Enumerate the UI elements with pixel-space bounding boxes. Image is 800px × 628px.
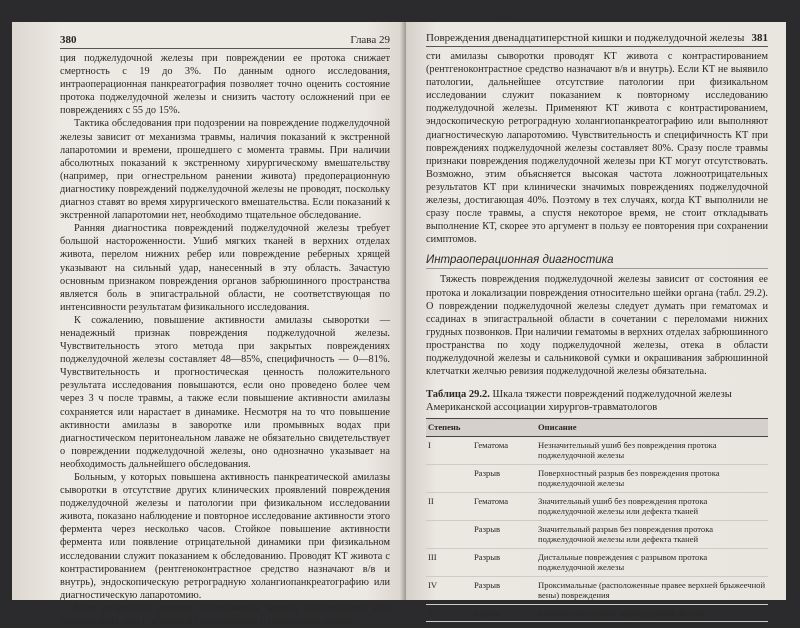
table-caption-text: Шкала тяжести повреждений поджелудочной железы Американской ассоциации хирургов-травматологов	[426, 389, 732, 414]
table-cell-grade	[426, 464, 472, 492]
table-header-type	[472, 419, 536, 437]
table-cell-grade: I	[426, 436, 472, 464]
left-paragraph-2: Тактика обследования при подозрении на повреждение поджелудочной железы зависит от механизма травмы, наличия показаний к экстренной лапаротомии и времени, прошедшего с момента травмы. При наличии абсолютных показаний к экстренному хирургическому вмешательству (например, при огнестрельном ранении живота) предоперационную диагностику повреждений поджелудочной железы не проводят, поскольку диагноз ставят во время хирургического вмешательства. Если показаний к экстренной лапаротомии нет, необходимо тщательное обследование.	[60, 118, 390, 222]
table-cell-grade	[426, 520, 472, 548]
table-cell-description: Незначительный ушиб без повреждения протока поджелудочной железы	[536, 436, 768, 464]
table-cell-description: Размозжение головки поджелудочной железы	[536, 604, 768, 622]
table-cell-grade: IV	[426, 576, 472, 604]
table-row	[426, 464, 768, 492]
left-paragraph-1: ция поджелудочной железы при повреждении ее протока снижает смертность с 19 до 3%. По данным одного исследования, интраоперационная панкреатография позволяет точно оценить состояние протока поджелудочной железы и снизить частоту осложнений при ее повреждениях с 55 до 15%.	[60, 53, 390, 117]
table-row	[426, 492, 768, 520]
table-cell-description: Дистальные повреждения с разрывом протока поджелудочной железы	[536, 548, 768, 576]
right-page	[406, 22, 786, 618]
left-paragraph-5: Больным, у которых повышена активность панкреатической амилазы сыворотки в отсутствие других клинических проявлений повреждения поджелудочной железы и патологии при физикальном исследовании живота, показано наблюдение и повторное исследование активности этого фермента через несколько часов. Стойкое повышение активности фермента или появление отрицательной динамики при физикальном исследовании служит показанием к обследованию. Проводят КТ живота с контрастированием (рентгеноконтрастное средство назначают в/в и внутрь), эндоскопическую ретроградную холангиопанкреатографию или диагностическую лапаротомию.	[60, 472, 390, 601]
table-row	[426, 436, 768, 464]
table-cell-type: Разрыв	[472, 576, 536, 604]
table-row	[426, 576, 768, 604]
table-row	[426, 520, 768, 548]
table-row	[426, 604, 768, 622]
table-cell-type: Гематома	[472, 492, 536, 520]
table-cell-description: Значительный разрыв без повреждения протока поджелудочной железы или дефекта тканей	[536, 520, 768, 548]
table-cell-description: Значительный ушиб без повреждения протока поджелудочной железы или дефекта тканей	[536, 492, 768, 520]
severity-table	[426, 418, 768, 622]
table-cell-description: Поверхностный разрыв без повреждения протока поджелудочной железы	[536, 464, 768, 492]
left-paragraph-6: Если результаты первого исследования живота неоднозначны или сомнительны, при стабильной гемодинамике и повышении активно-	[60, 602, 390, 628]
table-cell-type: Разрыв	[472, 464, 536, 492]
section-paragraph-1: Тяжесть повреждения поджелудочной железы зависит от состояния ее протока и локализации повреждения относительно шейки органа (табл. 29.2). О повреждении поджелудочной железы следует думать при гематомах и ссадинах в эпигастральной области в сочетании с переломами нижних грудных позвонков. При наличии гематомы в верхних отделах забрюшинного пространства по ходу поджелудочной железы, отека в области поджелудочной железы и сальниковой сумки и окрашивания забрюшинной клетчатки желчью ревизия поджелудочной железы обязательна.	[426, 274, 768, 378]
table-caption-label: Таблица 29.2.	[426, 389, 490, 401]
table-row	[426, 548, 768, 576]
table-header-row	[426, 419, 768, 437]
left-page	[12, 22, 406, 628]
right-running-head	[426, 32, 768, 47]
table-cell-type: Разрыв	[472, 548, 536, 576]
left-paragraph-4: К сожалению, повышение активности амилазы сыворотки — ненадежный признак повреждения поджелудочной железы. Чувствительность этого метода при закрытых повреждениях поджелудочной железы составляет 48—85%, специфичность — 0—81%. Чувствительность и прогностическая ценность положительного результата исследования повышаются, если оно проведено более чем через 3 ч после травмы, а также если повышение активности амилазы сохраняется или нарастает в динамике. Несмотря на то что повышение активности амилазы в заворотке или промывных водах при диагностическом перитонеальном лаваже не обязательно свидетельствует о повреждении поджелудочной железы, оно однозначно указывает на необходимость дальнейшего обследования.	[60, 314, 390, 470]
left-running-head	[60, 34, 390, 49]
left-page-number: 380	[60, 34, 77, 46]
table-cell-grade: II	[426, 492, 472, 520]
table-cell-grade: V	[426, 604, 472, 622]
table-header-grade: Степень	[426, 419, 472, 437]
right-paragraph-1: сти амилазы сыворотки проводят КТ живота с контрастированием (рентгеноконтрастное средство назначают в/в и внутрь). Если КТ не выявило патологии, дальнейшее отсутствие патологии при физикальном исследовании служит показанием к повторному исследованию поджелудочной железы. Применяют КТ живота с контрастированием, эндоскопическую ретроградную холангиопанкреатографию или выполняют диагностическую лапаротомию. Чувствительность и специфичность КТ при повреждениях поджелудочной железы составляет 80%. Сразу после травмы признаки повреждения поджелудочной железы при КТ могут отсутствовать. Возможно, этим объясняется высокая частота ложноотрицательных результатов КТ при клинически значимых повреждениях поджелудочной железы, достигающая 40%. Поэтому в тех случаях, когда КТ выполнили не сразу после травмы, а спустя некоторое время, не стоит откладывать выполнение КТ, скорее это аргумент в пользу ее повторения при сохранении симптомов.	[426, 51, 768, 246]
table-caption	[426, 388, 768, 414]
right-running-title: Повреждения двенадцатиперстной кишки и поджелудочной железы	[426, 32, 745, 44]
table-cell-type: Разрыв	[472, 604, 536, 622]
left-paragraph-3: Ранняя диагностика повреждений поджелудочной железы требует большой настороженности. Ушиб мягких тканей в верхних отделах живота, перелом нижних ребер или повреждение реберных хрящей указывают на сильный удар, нанесенный в эту область. Зачастую основным признаком повреждения органов забрюшинного пространства является боль в эпигастральной области, не соответствующая по интенсивности результатам физикального исследования.	[60, 223, 390, 313]
table-cell-description: Проксимальные (расположенные правее верхней брыжеечной вены) повреждения	[536, 576, 768, 604]
right-page-number: 381	[751, 32, 768, 44]
table-header-description: Описание	[536, 419, 768, 437]
table-cell-type: Гематома	[472, 436, 536, 464]
table-cell-grade: III	[426, 548, 472, 576]
section-heading: Интраоперационная диагностика	[426, 254, 768, 269]
left-chapter-title: Глава 29	[350, 34, 390, 46]
table-cell-type: Разрыв	[472, 520, 536, 548]
